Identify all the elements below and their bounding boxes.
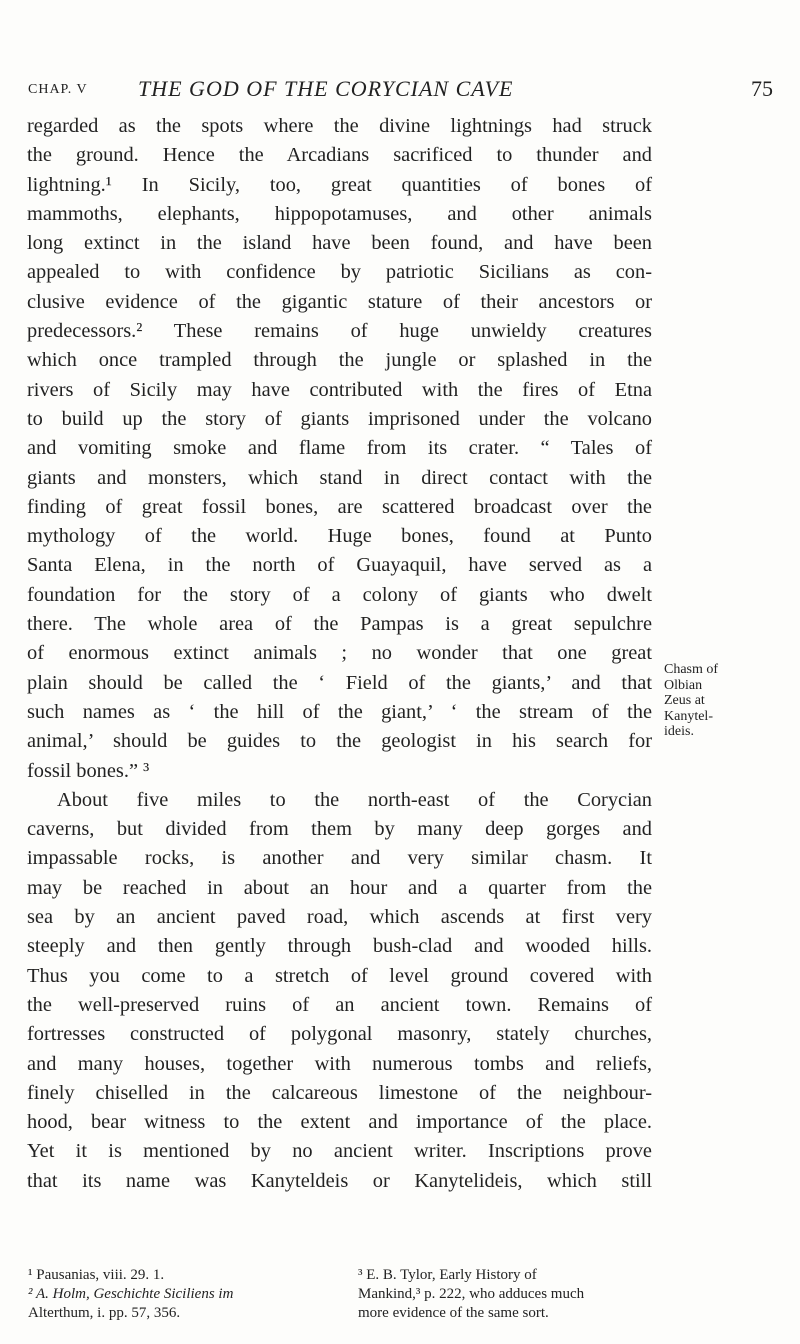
text-line: appealed to with confidence by patriotic Sicilians as con- xyxy=(27,261,652,284)
text-line: clusive evidence of the gigantic stature of their ancestors or xyxy=(27,290,652,313)
text-line: mythology of the world. Huge bones, found at Punto xyxy=(27,525,652,548)
text-line: foundation for the story of a colony of giants who dwelt xyxy=(27,583,652,606)
footnote-line: ³ E. B. Tylor, Early History of xyxy=(358,1267,537,1283)
margin-note-line: ideis. xyxy=(664,724,694,739)
margin-note-line: Chasm of xyxy=(664,662,719,677)
text-line: finely chiselled in the calcareous limestone of the neighbour- xyxy=(27,1081,652,1104)
text-line: of enormous extinct animals ; no wonder that one great xyxy=(27,642,652,665)
text-line: may be reached in about an hour and a quarter from the xyxy=(27,876,652,899)
text-line: fossil bones.” ³ xyxy=(27,759,150,782)
text-line: predecessors.² These remains of huge unwieldy creatures xyxy=(27,320,652,343)
margin-note-line: Kanytel- xyxy=(664,708,713,724)
footnote-line: ¹ Pausanias, viii. 29. 1. xyxy=(28,1267,165,1283)
text-line: regarded as the spots where the divine lightnings had struck xyxy=(27,115,652,137)
footnotes-right-column xyxy=(358,1266,778,1323)
text-line: the ground. Hence the Arcadians sacrificed to thunder and xyxy=(27,144,652,167)
footnote-line: more evidence of the same sort. xyxy=(358,1305,549,1321)
chapter-label: CHAP. V xyxy=(28,82,88,97)
text-line: lightning.¹ In Sicily, too, great quantities of bones of xyxy=(27,173,652,196)
text-line: hood, bear witness to the extent and importance of the place. xyxy=(27,1111,652,1134)
text-line: caverns, but divided from them by many deep gorges and xyxy=(27,818,652,841)
text-line: which once trampled through the jungle or splashed in the xyxy=(27,349,652,372)
text-line: impassable rocks, is another and very similar chasm. It xyxy=(27,847,652,870)
text-line: Thus you come to a stretch of level ground covered with xyxy=(27,964,652,987)
footnote-line: Alterthum, i. pp. 57, 356. xyxy=(28,1305,181,1321)
page-number: 75 xyxy=(751,76,773,101)
chapter-title: THE GOD OF THE CORYCIAN CAVE xyxy=(138,76,514,101)
text-line: sea by an ancient paved road, which ascends at first very xyxy=(27,906,652,929)
running-header xyxy=(28,76,773,106)
text-line: such names as ‘ the hill of the giant,’ ‘ the stream of the xyxy=(27,700,652,723)
text-line: that its name was Kanyteldeis or Kanytelideis, which still xyxy=(27,1169,652,1192)
text-line: finding of great fossil bones, are scattered broadcast over the xyxy=(27,495,652,518)
text-line: steeply and then gently through bush-clad and wooded hills. xyxy=(27,935,652,958)
text-line: long extinct in the island have been found, and have been xyxy=(27,232,652,255)
text-line: animal,’ should be guides to the geologist in his search for xyxy=(27,730,652,753)
footnotes-left-column xyxy=(28,1266,358,1323)
footnote-line: Mankind,³ p. 222, who adduces much xyxy=(358,1286,585,1302)
text-line: About five miles to the north-east of the Corycian xyxy=(57,788,652,811)
text-line: Santa Elena, in the north of Guayaquil, have served as a xyxy=(27,554,652,577)
margin-note-line: Zeus at xyxy=(664,693,705,708)
text-line: mammoths, elephants, hippopotamuses, and other animals xyxy=(27,202,652,225)
text-line: there. The whole area of the Pampas is a great sepulchre xyxy=(27,613,652,636)
text-line: and vomiting smoke and flame from its crater. “ Tales of xyxy=(27,437,652,460)
margin-note xyxy=(664,662,784,740)
body-text xyxy=(27,112,652,1196)
text-line: fortresses constructed of polygonal masonry, stately churches, xyxy=(27,1023,652,1046)
footnote-line: ² A. Holm, Geschichte Siciliens im xyxy=(28,1286,234,1302)
margin-note-line: Olbian xyxy=(664,677,703,693)
text-line: to build up the story of giants imprisoned under the volcano xyxy=(27,407,652,430)
text-line: plain should be called the ‘ Field of the giants,’ and that xyxy=(27,671,652,694)
text-line: rivers of Sicily may have contributed with the fires of Etna xyxy=(27,378,652,401)
text-line: Yet it is mentioned by no ancient writer. Inscriptions prove xyxy=(27,1140,652,1163)
text-line: and many houses, together with numerous tombs and reliefs, xyxy=(27,1052,652,1075)
text-line: giants and monsters, which stand in direct contact with the xyxy=(27,466,652,489)
text-line: the well-preserved ruins of an ancient town. Remains of xyxy=(27,993,652,1016)
